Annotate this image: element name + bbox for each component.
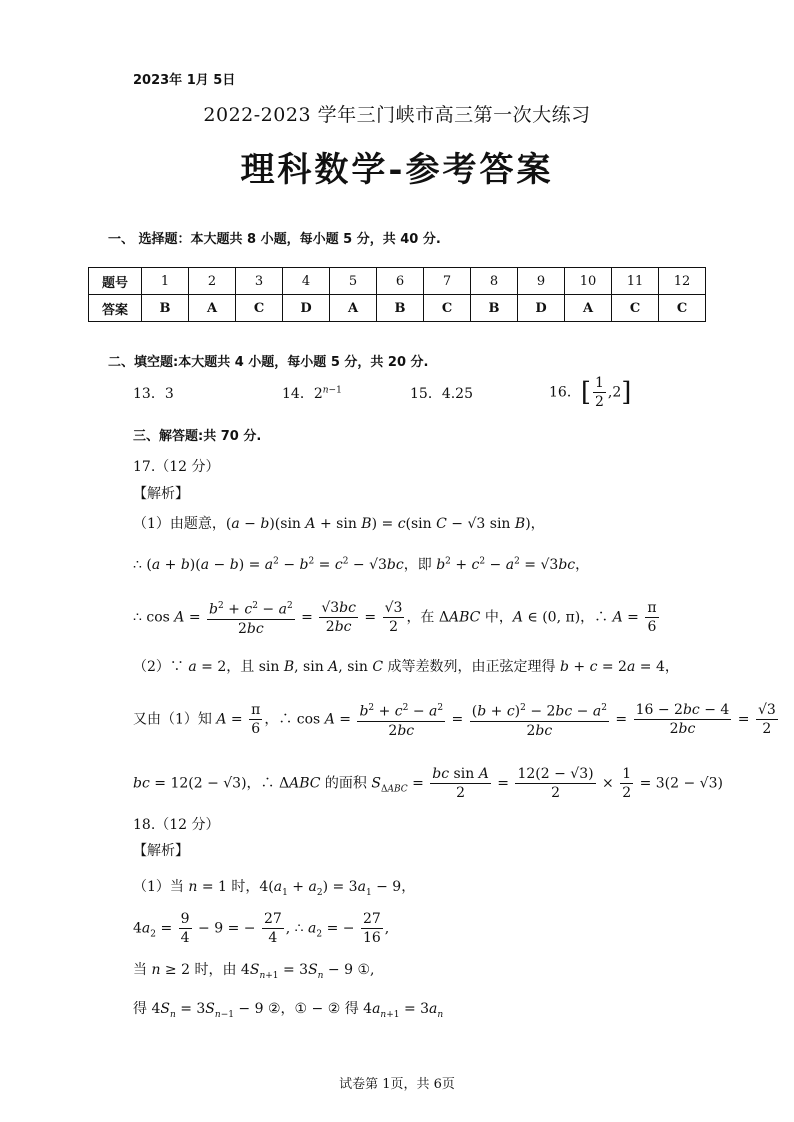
question-number: 4 bbox=[283, 268, 330, 295]
answer-cell: A bbox=[330, 295, 377, 322]
question-number: 3 bbox=[236, 268, 283, 295]
answer-15-value: 4.25 bbox=[441, 386, 473, 402]
answer-16: 16．[ $\frac{1}{2}$ ,2] bbox=[549, 375, 632, 410]
question-number: 10 bbox=[565, 268, 612, 295]
question-number: 8 bbox=[471, 268, 518, 295]
answer-cell: A bbox=[189, 295, 236, 322]
question-number: 12 bbox=[659, 268, 706, 295]
q18-line1: （1）当 n = 1 时，$4(a_1 + a_2) = 3a_1 - 9$， bbox=[133, 879, 416, 898]
table-row-questions bbox=[89, 268, 706, 295]
answer-cell: B bbox=[377, 295, 424, 322]
answer-13-label: 13． bbox=[133, 386, 165, 402]
answer-table bbox=[88, 267, 706, 322]
question-number: 7 bbox=[424, 268, 471, 295]
answer-13 bbox=[133, 383, 174, 403]
q18-analysis-label: 【解析】 bbox=[133, 843, 189, 859]
answer-15-label: 15． bbox=[410, 386, 442, 402]
q18-line3: 当 n ≥ 2 时，由 $4S_{n+1} = 3S_n - 9$ ①, bbox=[133, 962, 375, 981]
q18-label: 18.（12 分） bbox=[133, 817, 220, 833]
section-2-heading: 二、填空题:本大题共 4 小题，每小题 5 分，共 20 分. bbox=[108, 355, 429, 370]
q17-part1-line1: （1）由题意，(a − b)(sin A + sin B) = c(sin C − √3 sin B)， bbox=[133, 516, 545, 532]
q17-part1-line2: ∴ $(a + b)(a - b) = a^2 - b^2 = c^2 - √3bc$，即 $b^2 + c^2 - a^2 = √3bc$， bbox=[133, 556, 590, 573]
answer-13-value: 3 bbox=[164, 386, 174, 402]
question-number: 5 bbox=[330, 268, 377, 295]
page-title: 理科数学-参考答案 bbox=[240, 150, 554, 190]
answer-cell: C bbox=[659, 295, 706, 322]
exam-date: 2023年 1月 5日 bbox=[133, 73, 236, 88]
q17-part2-line2: 又由（1）知 A = $\frac{\pi}{6}$ ，∴ cos A = $\frac{b^2 + c^2 - a^2}{2bc}$ = $\frac{(b + c)^2 - 2bc - a^2}{2bc}$ = $\frac{16 - 2bc - 4}{2bc}$ = $\frac{√3}{2}$ bbox=[133, 699, 780, 740]
table-header-cell: 题号 bbox=[89, 268, 142, 295]
q17-part2-line3: bc = 12(2 − √3)，∴ ΔABC 的面积 $S_{\Delta ABC}$ = $\frac{\text{bc sin A}}{2}$ = $\frac{12(2 - √3)}{2}$ × $\frac{1}{2}$ = 3(2 − √3) bbox=[133, 766, 723, 801]
q17-label: 17.（12 分） bbox=[133, 459, 220, 475]
table-header-cell: 答案 bbox=[89, 295, 142, 322]
section-1-heading: 一、 选择题：本大题共 8 小题，每小题 5 分，共 40 分. bbox=[108, 232, 441, 247]
question-number: 9 bbox=[518, 268, 565, 295]
answer-cell: B bbox=[142, 295, 189, 322]
question-number: 2 bbox=[189, 268, 236, 295]
question-number: 1 bbox=[142, 268, 189, 295]
answer-cell: D bbox=[283, 295, 330, 322]
question-number: 11 bbox=[612, 268, 659, 295]
answer-cell: C bbox=[612, 295, 659, 322]
answer-cell: C bbox=[424, 295, 471, 322]
answer-15 bbox=[410, 383, 473, 403]
answer-14-label: 14． bbox=[282, 386, 314, 402]
q17-analysis-label: 【解析】 bbox=[133, 486, 189, 502]
answer-cell: C bbox=[236, 295, 283, 322]
q17-part2-line1: （2）∵ a = 2，且 sin B, sin A, sin C 成等差数列，由正弦定理得 b + c = 2a = 4， bbox=[133, 659, 679, 675]
q17-part1-line3: ∴ cos A = $\frac{b^2 + c^2 - a^2}{2bc}$ = $\frac{√3bc}{2bc}$ = $\frac{√3}{2}$ ，在 ΔABC 中，A ∈ (0, π)，∴ A = $\frac{\pi}{6}$ bbox=[133, 597, 661, 638]
answer-cell: A bbox=[565, 295, 612, 322]
question-number: 6 bbox=[377, 268, 424, 295]
table-row-answers bbox=[89, 295, 706, 322]
section-3-heading: 三、解答题:共 70 分. bbox=[133, 429, 262, 444]
answer-cell: B bbox=[471, 295, 518, 322]
q18-line2: $4a_2$ = $\frac{9}{4}$ − 9 = − $\frac{27}{4}$ , ∴ $a_2$ = − $\frac{27}{16}$ , bbox=[133, 911, 390, 946]
page-footer: 试卷第 1页，共 6页 bbox=[339, 1077, 455, 1092]
answer-16-label: 16． bbox=[549, 384, 581, 401]
exam-subtitle: 2022-2023 学年三门峡市高三第一次大练习 bbox=[203, 104, 591, 126]
q18-line4: 得 $4S_n = 3S_{n-1} - 9$ ②，① − ② 得 $4a_{n+1} = 3a_n$ bbox=[133, 1001, 444, 1020]
answer-cell: D bbox=[518, 295, 565, 322]
answer-14: 14．$2^{n-1}$ bbox=[282, 385, 342, 402]
